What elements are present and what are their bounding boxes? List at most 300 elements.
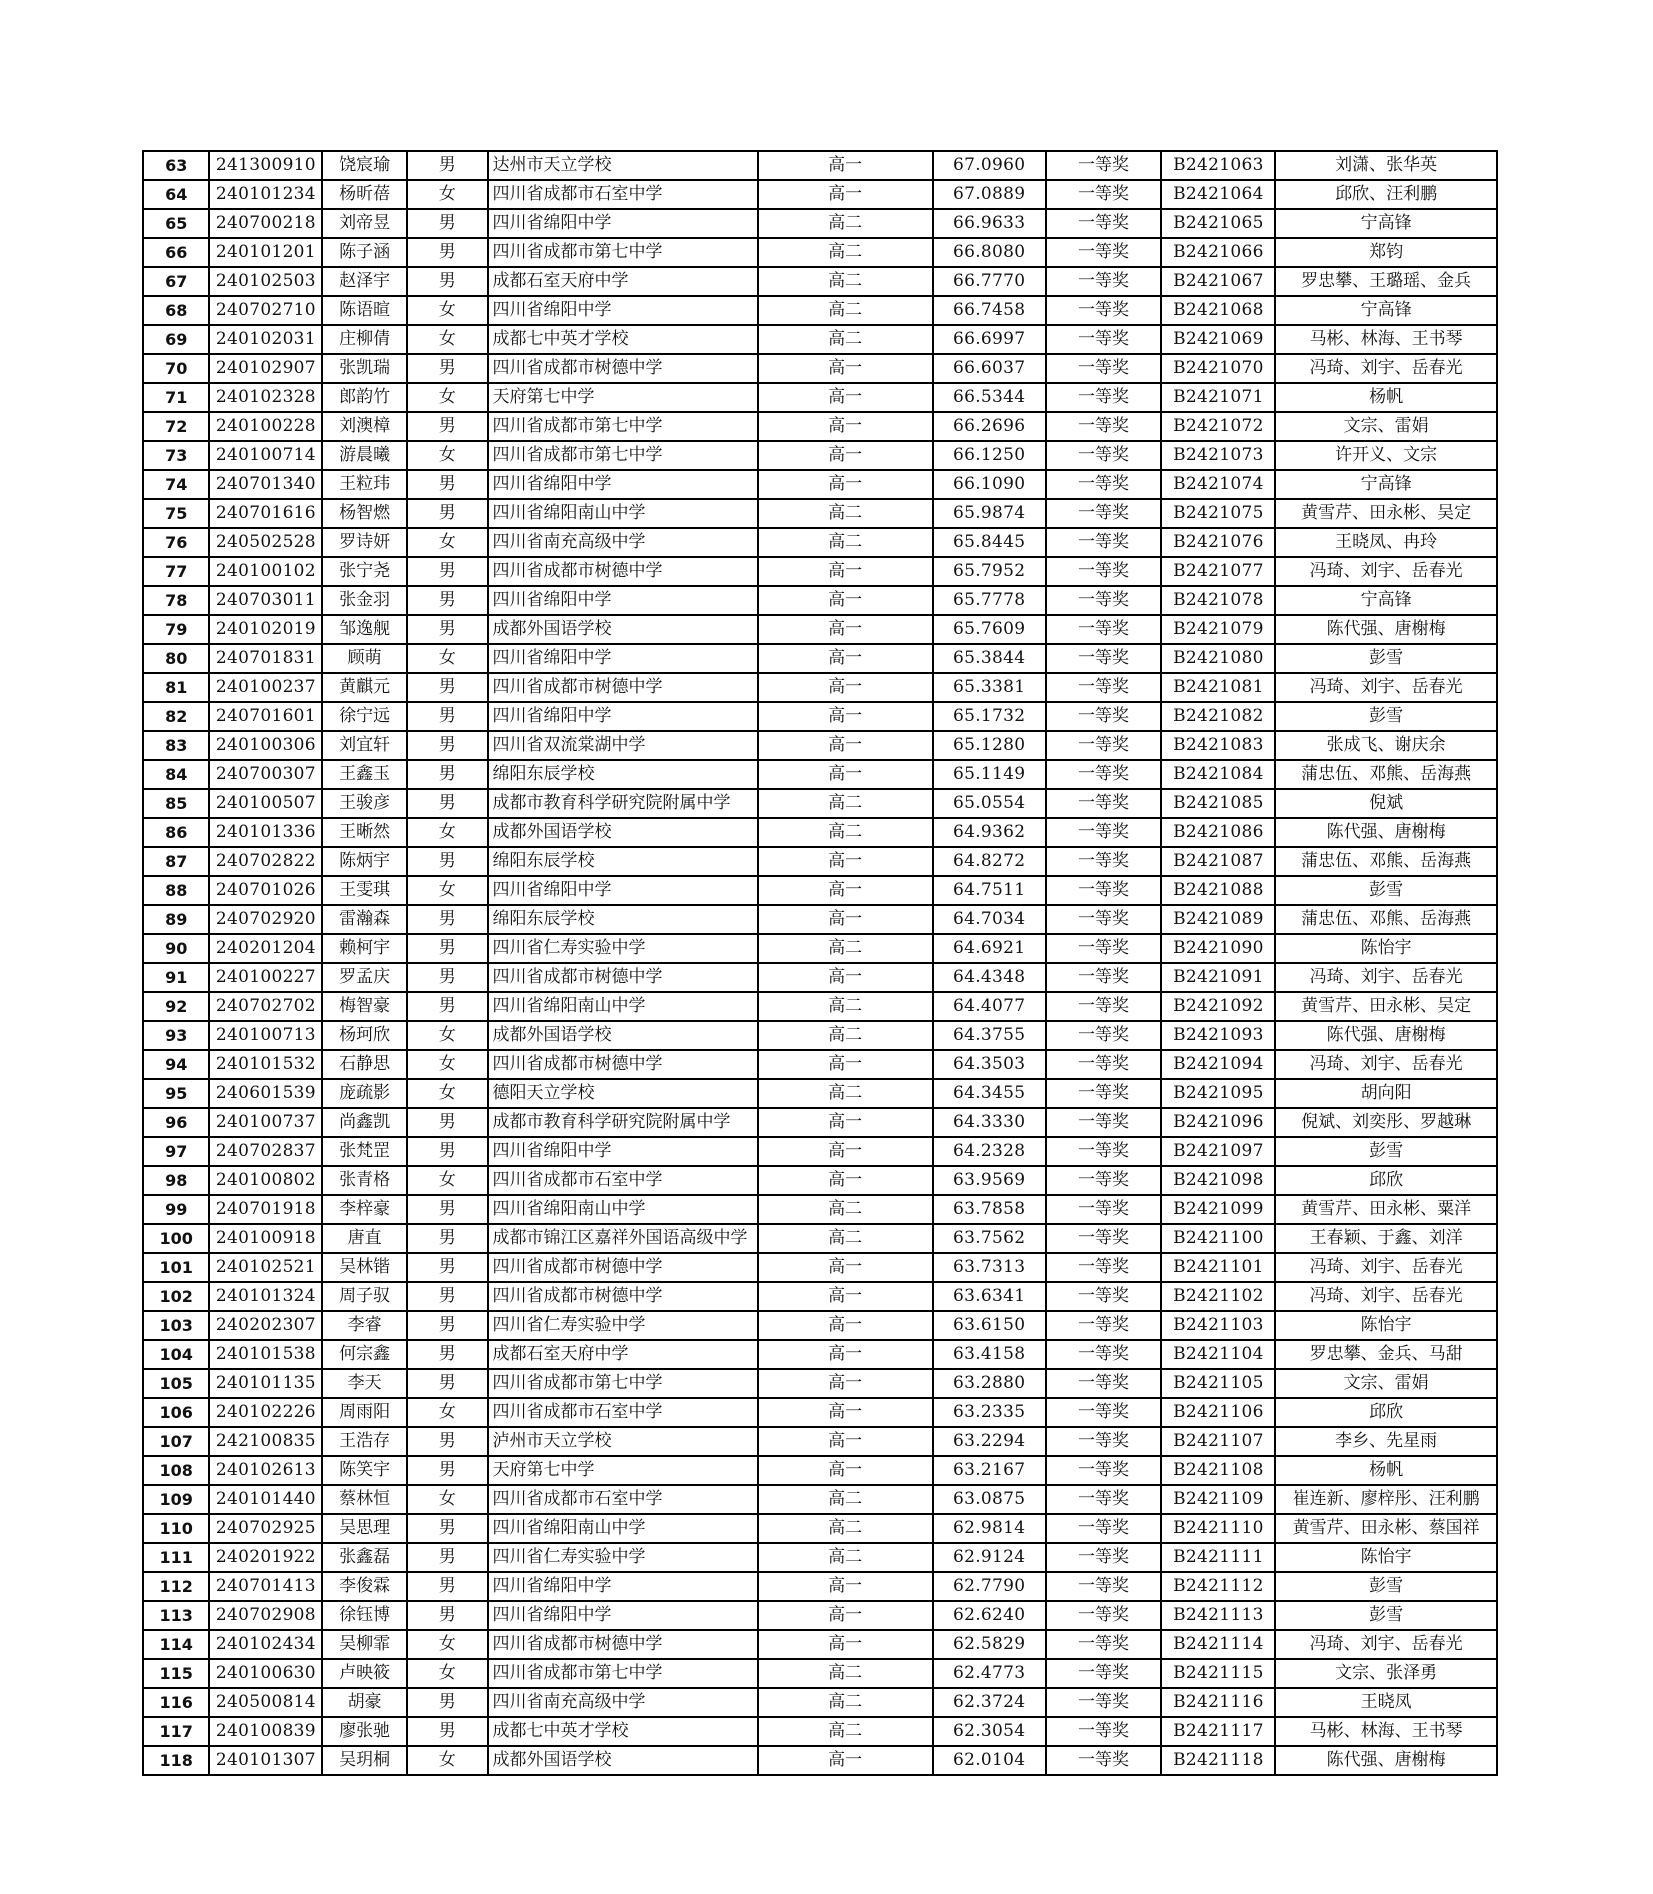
coach-cell: 陈怡宇 <box>1275 1311 1497 1340</box>
score-cell: 64.3455 <box>933 1079 1046 1108</box>
exam-id-cell: 240502528 <box>209 528 322 557</box>
coach-cell: 彭雪 <box>1275 702 1497 731</box>
grade-cell: 高二 <box>758 238 933 267</box>
student-name-cell: 徐宁远 <box>322 702 407 731</box>
coach-cell: 杨帆 <box>1275 383 1497 412</box>
rank-cell: 87 <box>143 847 209 876</box>
exam-id-cell: 240102328 <box>209 383 322 412</box>
score-cell: 62.3054 <box>933 1717 1046 1746</box>
student-name-cell: 王粒玮 <box>322 470 407 499</box>
student-name-cell: 杨昕蓓 <box>322 180 407 209</box>
school-cell: 四川省成都市石室中学 <box>488 1485 758 1514</box>
exam-id-cell: 240100237 <box>209 673 322 702</box>
school-cell: 四川省绵阳南山中学 <box>488 1514 758 1543</box>
table-row <box>143 1108 1497 1137</box>
gender-cell: 女 <box>407 180 488 209</box>
award-cell: 一等奖 <box>1046 1166 1162 1195</box>
table-row <box>143 1630 1497 1659</box>
certificate-id-cell: B2421073 <box>1161 441 1275 470</box>
score-cell: 65.1280 <box>933 731 1046 760</box>
gender-cell: 男 <box>407 151 488 180</box>
student-name-cell: 吴思理 <box>322 1514 407 1543</box>
table-row <box>143 1137 1497 1166</box>
gender-cell: 男 <box>407 1572 488 1601</box>
award-cell: 一等奖 <box>1046 1398 1162 1427</box>
school-cell: 天府第七中学 <box>488 1456 758 1485</box>
award-cell: 一等奖 <box>1046 209 1162 238</box>
exam-id-cell: 240701413 <box>209 1572 322 1601</box>
certificate-id-cell: B2421107 <box>1161 1427 1275 1456</box>
student-name-cell: 徐钰博 <box>322 1601 407 1630</box>
grade-cell: 高一 <box>758 1427 933 1456</box>
table-row <box>143 441 1497 470</box>
rank-cell: 75 <box>143 499 209 528</box>
school-cell: 四川省绵阳中学 <box>488 1137 758 1166</box>
certificate-id-cell: B2421075 <box>1161 499 1275 528</box>
coach-cell: 陈代强、唐榭梅 <box>1275 1021 1497 1050</box>
grade-cell: 高一 <box>758 847 933 876</box>
coach-cell: 冯琦、刘宇、岳春光 <box>1275 673 1497 702</box>
award-cell: 一等奖 <box>1046 905 1162 934</box>
gender-cell: 男 <box>407 1340 488 1369</box>
gender-cell: 女 <box>407 1485 488 1514</box>
coach-cell: 许开义、文宗 <box>1275 441 1497 470</box>
exam-id-cell: 240100630 <box>209 1659 322 1688</box>
gender-cell: 男 <box>407 1369 488 1398</box>
school-cell: 四川省绵阳南山中学 <box>488 499 758 528</box>
coach-cell: 冯琦、刘宇、岳春光 <box>1275 963 1497 992</box>
exam-id-cell: 240101324 <box>209 1282 322 1311</box>
coach-cell: 王春颖、于鑫、刘洋 <box>1275 1224 1497 1253</box>
exam-id-cell: 242100835 <box>209 1427 322 1456</box>
rank-cell: 81 <box>143 673 209 702</box>
school-cell: 成都石室天府中学 <box>488 1340 758 1369</box>
grade-cell: 高一 <box>758 963 933 992</box>
score-cell: 63.7858 <box>933 1195 1046 1224</box>
student-name-cell: 陈炳宇 <box>322 847 407 876</box>
grade-cell: 高一 <box>758 1311 933 1340</box>
school-cell: 成都市教育科学研究院附属中学 <box>488 789 758 818</box>
rank-cell: 96 <box>143 1108 209 1137</box>
school-cell: 四川省成都市石室中学 <box>488 1398 758 1427</box>
gender-cell: 男 <box>407 1427 488 1456</box>
student-name-cell: 赵泽宇 <box>322 267 407 296</box>
student-name-cell: 黄麒元 <box>322 673 407 702</box>
student-name-cell: 罗孟庆 <box>322 963 407 992</box>
school-cell: 四川省南充高级中学 <box>488 1688 758 1717</box>
table-row <box>143 1021 1497 1050</box>
table-row <box>143 586 1497 615</box>
table-row <box>143 1659 1497 1688</box>
coach-cell: 王晓凤 <box>1275 1688 1497 1717</box>
gender-cell: 男 <box>407 1543 488 1572</box>
rank-cell: 65 <box>143 209 209 238</box>
coach-cell: 陈怡宇 <box>1275 934 1497 963</box>
coach-cell: 冯琦、刘宇、岳春光 <box>1275 1050 1497 1079</box>
score-cell: 64.9362 <box>933 818 1046 847</box>
student-name-cell: 刘帝昱 <box>322 209 407 238</box>
coach-cell: 彭雪 <box>1275 1601 1497 1630</box>
grade-cell: 高一 <box>758 151 933 180</box>
coach-cell: 黄雪芹、田永彬、蔡国祥 <box>1275 1514 1497 1543</box>
rank-cell: 77 <box>143 557 209 586</box>
gender-cell: 女 <box>407 325 488 354</box>
gender-cell: 女 <box>407 1746 488 1775</box>
student-name-cell: 周雨阳 <box>322 1398 407 1427</box>
school-cell: 四川省绵阳中学 <box>488 702 758 731</box>
grade-cell: 高一 <box>758 615 933 644</box>
coach-cell: 冯琦、刘宇、岳春光 <box>1275 354 1497 383</box>
award-cell: 一等奖 <box>1046 1543 1162 1572</box>
exam-id-cell: 240100228 <box>209 412 322 441</box>
award-cell: 一等奖 <box>1046 1079 1162 1108</box>
school-cell: 四川省绵阳中学 <box>488 1572 758 1601</box>
certificate-id-cell: B2421084 <box>1161 760 1275 789</box>
exam-id-cell: 240102434 <box>209 1630 322 1659</box>
award-cell: 一等奖 <box>1046 325 1162 354</box>
award-cell: 一等奖 <box>1046 1369 1162 1398</box>
coach-cell: 王晓凤、冉玲 <box>1275 528 1497 557</box>
student-name-cell: 李俊霖 <box>322 1572 407 1601</box>
student-name-cell: 尚鑫凯 <box>322 1108 407 1137</box>
student-name-cell: 张梵罡 <box>322 1137 407 1166</box>
grade-cell: 高一 <box>758 644 933 673</box>
award-cell: 一等奖 <box>1046 1688 1162 1717</box>
certificate-id-cell: B2421098 <box>1161 1166 1275 1195</box>
coach-cell: 冯琦、刘宇、岳春光 <box>1275 1282 1497 1311</box>
grade-cell: 高一 <box>758 1108 933 1137</box>
school-cell: 四川省双流棠湖中学 <box>488 731 758 760</box>
certificate-id-cell: B2421111 <box>1161 1543 1275 1572</box>
award-cell: 一等奖 <box>1046 383 1162 412</box>
rank-cell: 63 <box>143 151 209 180</box>
score-cell: 63.7562 <box>933 1224 1046 1253</box>
certificate-id-cell: B2421079 <box>1161 615 1275 644</box>
exam-id-cell: 240703011 <box>209 586 322 615</box>
gender-cell: 女 <box>407 644 488 673</box>
rank-cell: 108 <box>143 1456 209 1485</box>
school-cell: 成都市锦江区嘉祥外国语高级中学 <box>488 1224 758 1253</box>
table-row <box>143 1717 1497 1746</box>
gender-cell: 女 <box>407 1630 488 1659</box>
student-name-cell: 罗诗妍 <box>322 528 407 557</box>
rank-cell: 69 <box>143 325 209 354</box>
rank-cell: 106 <box>143 1398 209 1427</box>
coach-cell: 文宗、张泽勇 <box>1275 1659 1497 1688</box>
table-row <box>143 1427 1497 1456</box>
school-cell: 四川省成都市石室中学 <box>488 1166 758 1195</box>
school-cell: 四川省成都市树德中学 <box>488 1282 758 1311</box>
school-cell: 四川省绵阳中学 <box>488 876 758 905</box>
gender-cell: 男 <box>407 1253 488 1282</box>
rank-cell: 74 <box>143 470 209 499</box>
table-row <box>143 1282 1497 1311</box>
certificate-id-cell: B2421086 <box>1161 818 1275 847</box>
rank-cell: 110 <box>143 1514 209 1543</box>
coach-cell: 马彬、林海、王书琴 <box>1275 325 1497 354</box>
table-row <box>143 1050 1497 1079</box>
student-name-cell: 郎韵竹 <box>322 383 407 412</box>
rank-cell: 73 <box>143 441 209 470</box>
score-cell: 62.3724 <box>933 1688 1046 1717</box>
coach-cell: 彭雪 <box>1275 1137 1497 1166</box>
grade-cell: 高二 <box>758 789 933 818</box>
coach-cell: 彭雪 <box>1275 644 1497 673</box>
coach-cell: 黄雪芹、田永彬、粟洋 <box>1275 1195 1497 1224</box>
exam-id-cell: 240500814 <box>209 1688 322 1717</box>
score-cell: 66.2696 <box>933 412 1046 441</box>
table-row <box>143 731 1497 760</box>
rank-cell: 71 <box>143 383 209 412</box>
rank-cell: 95 <box>143 1079 209 1108</box>
exam-id-cell: 240102031 <box>209 325 322 354</box>
award-cell: 一等奖 <box>1046 1195 1162 1224</box>
student-name-cell: 陈语暄 <box>322 296 407 325</box>
gender-cell: 男 <box>407 1688 488 1717</box>
rank-cell: 115 <box>143 1659 209 1688</box>
award-cell: 一等奖 <box>1046 296 1162 325</box>
grade-cell: 高一 <box>758 354 933 383</box>
table-row <box>143 760 1497 789</box>
exam-id-cell: 240101440 <box>209 1485 322 1514</box>
rank-cell: 88 <box>143 876 209 905</box>
student-name-cell: 吴柳霏 <box>322 1630 407 1659</box>
award-cell: 一等奖 <box>1046 731 1162 760</box>
school-cell: 绵阳东辰学校 <box>488 760 758 789</box>
table-row <box>143 876 1497 905</box>
certificate-id-cell: B2421099 <box>1161 1195 1275 1224</box>
score-cell: 66.6037 <box>933 354 1046 383</box>
table-row <box>143 905 1497 934</box>
rank-cell: 94 <box>143 1050 209 1079</box>
student-name-cell: 吴林锴 <box>322 1253 407 1282</box>
rank-cell: 113 <box>143 1601 209 1630</box>
certificate-id-cell: B2421076 <box>1161 528 1275 557</box>
table-row <box>143 1514 1497 1543</box>
student-name-cell: 庞疏影 <box>322 1079 407 1108</box>
certificate-id-cell: B2421087 <box>1161 847 1275 876</box>
award-cell: 一等奖 <box>1046 470 1162 499</box>
exam-id-cell: 240100306 <box>209 731 322 760</box>
school-cell: 四川省仁寿实验中学 <box>488 1311 758 1340</box>
student-name-cell: 张青格 <box>322 1166 407 1195</box>
exam-id-cell: 240101234 <box>209 180 322 209</box>
exam-id-cell: 240100714 <box>209 441 322 470</box>
grade-cell: 高二 <box>758 1543 933 1572</box>
certificate-id-cell: B2421094 <box>1161 1050 1275 1079</box>
grade-cell: 高二 <box>758 296 933 325</box>
school-cell: 四川省成都市树德中学 <box>488 557 758 586</box>
student-name-cell: 王骏彦 <box>322 789 407 818</box>
student-name-cell: 顾萌 <box>322 644 407 673</box>
grade-cell: 高一 <box>758 1253 933 1282</box>
coach-cell: 陈代强、唐榭梅 <box>1275 615 1497 644</box>
award-cell: 一等奖 <box>1046 1659 1162 1688</box>
score-cell: 66.8080 <box>933 238 1046 267</box>
certificate-id-cell: B2421115 <box>1161 1659 1275 1688</box>
table-row <box>143 1195 1497 1224</box>
coach-cell: 冯琦、刘宇、岳春光 <box>1275 557 1497 586</box>
award-cell: 一等奖 <box>1046 528 1162 557</box>
certificate-id-cell: B2421118 <box>1161 1746 1275 1775</box>
rank-cell: 89 <box>143 905 209 934</box>
exam-id-cell: 240701026 <box>209 876 322 905</box>
score-cell: 66.7770 <box>933 267 1046 296</box>
score-cell: 62.5829 <box>933 1630 1046 1659</box>
exam-id-cell: 240102907 <box>209 354 322 383</box>
table-row <box>143 1746 1497 1775</box>
certificate-id-cell: B2421113 <box>1161 1601 1275 1630</box>
score-cell: 65.1732 <box>933 702 1046 731</box>
certificate-id-cell: B2421068 <box>1161 296 1275 325</box>
rank-cell: 109 <box>143 1485 209 1514</box>
gender-cell: 男 <box>407 702 488 731</box>
student-name-cell: 王浩存 <box>322 1427 407 1456</box>
gender-cell: 男 <box>407 1456 488 1485</box>
grade-cell: 高二 <box>758 325 933 354</box>
rank-cell: 114 <box>143 1630 209 1659</box>
rank-cell: 84 <box>143 760 209 789</box>
certificate-id-cell: B2421096 <box>1161 1108 1275 1137</box>
gender-cell: 女 <box>407 1050 488 1079</box>
school-cell: 四川省绵阳中学 <box>488 296 758 325</box>
grade-cell: 高一 <box>758 180 933 209</box>
award-cell: 一等奖 <box>1046 586 1162 615</box>
table-row <box>143 1456 1497 1485</box>
coach-cell: 倪斌 <box>1275 789 1497 818</box>
score-cell: 67.0889 <box>933 180 1046 209</box>
school-cell: 四川省仁寿实验中学 <box>488 1543 758 1572</box>
score-cell: 67.0960 <box>933 151 1046 180</box>
exam-id-cell: 240202307 <box>209 1311 322 1340</box>
grade-cell: 高一 <box>758 702 933 731</box>
coach-cell: 黄雪芹、田永彬、吴定 <box>1275 992 1497 1021</box>
table-row <box>143 702 1497 731</box>
certificate-id-cell: B2421095 <box>1161 1079 1275 1108</box>
score-cell: 66.6997 <box>933 325 1046 354</box>
student-name-cell: 陈子涵 <box>322 238 407 267</box>
award-cell: 一等奖 <box>1046 1456 1162 1485</box>
certificate-id-cell: B2421112 <box>1161 1572 1275 1601</box>
score-cell: 63.2294 <box>933 1427 1046 1456</box>
table-row <box>143 1311 1497 1340</box>
coach-cell: 罗忠攀、王璐瑶、金兵 <box>1275 267 1497 296</box>
student-name-cell: 李睿 <box>322 1311 407 1340</box>
table-row <box>143 1166 1497 1195</box>
gender-cell: 女 <box>407 1021 488 1050</box>
gender-cell: 女 <box>407 441 488 470</box>
coach-cell: 黄雪芹、田永彬、吴定 <box>1275 499 1497 528</box>
gender-cell: 女 <box>407 1079 488 1108</box>
table-row <box>143 963 1497 992</box>
coach-cell: 邱欣 <box>1275 1166 1497 1195</box>
grade-cell: 高二 <box>758 1224 933 1253</box>
grade-cell: 高一 <box>758 1137 933 1166</box>
award-cell: 一等奖 <box>1046 934 1162 963</box>
exam-id-cell: 240702837 <box>209 1137 322 1166</box>
score-cell: 63.2880 <box>933 1369 1046 1398</box>
rank-cell: 82 <box>143 702 209 731</box>
coach-cell: 邱欣、汪利鹏 <box>1275 180 1497 209</box>
school-cell: 四川省南充高级中学 <box>488 528 758 557</box>
table-row <box>143 296 1497 325</box>
gender-cell: 男 <box>407 963 488 992</box>
school-cell: 成都外国语学校 <box>488 1746 758 1775</box>
award-cell: 一等奖 <box>1046 760 1162 789</box>
coach-cell: 宁高锋 <box>1275 470 1497 499</box>
rank-cell: 66 <box>143 238 209 267</box>
student-name-cell: 陈笑宇 <box>322 1456 407 1485</box>
coach-cell: 郑钧 <box>1275 238 1497 267</box>
student-name-cell: 李天 <box>322 1369 407 1398</box>
score-cell: 65.3844 <box>933 644 1046 673</box>
rank-cell: 111 <box>143 1543 209 1572</box>
gender-cell: 女 <box>407 1166 488 1195</box>
rank-cell: 104 <box>143 1340 209 1369</box>
certificate-id-cell: B2421102 <box>1161 1282 1275 1311</box>
score-cell: 65.3381 <box>933 673 1046 702</box>
score-cell: 63.4158 <box>933 1340 1046 1369</box>
exam-id-cell: 240701616 <box>209 499 322 528</box>
award-cell: 一等奖 <box>1046 1108 1162 1137</box>
rank-cell: 103 <box>143 1311 209 1340</box>
grade-cell: 高二 <box>758 1195 933 1224</box>
gender-cell: 男 <box>407 1224 488 1253</box>
gender-cell: 男 <box>407 499 488 528</box>
school-cell: 四川省成都市树德中学 <box>488 1253 758 1282</box>
rank-cell: 76 <box>143 528 209 557</box>
rank-cell: 98 <box>143 1166 209 1195</box>
gender-cell: 男 <box>407 470 488 499</box>
coach-cell: 文宗、雷娟 <box>1275 412 1497 441</box>
score-cell: 62.9124 <box>933 1543 1046 1572</box>
table-row <box>143 470 1497 499</box>
score-cell: 65.1149 <box>933 760 1046 789</box>
award-cell: 一等奖 <box>1046 1630 1162 1659</box>
award-cell: 一等奖 <box>1046 267 1162 296</box>
gender-cell: 男 <box>407 847 488 876</box>
school-cell: 四川省成都市树德中学 <box>488 1630 758 1659</box>
coach-cell: 张成飞、谢庆余 <box>1275 731 1497 760</box>
award-cell: 一等奖 <box>1046 963 1162 992</box>
student-name-cell: 廖张驰 <box>322 1717 407 1746</box>
exam-id-cell: 240702920 <box>209 905 322 934</box>
exam-id-cell: 240101307 <box>209 1746 322 1775</box>
gender-cell: 男 <box>407 992 488 1021</box>
table-row <box>143 151 1497 180</box>
certificate-id-cell: B2421063 <box>1161 151 1275 180</box>
grade-cell: 高二 <box>758 1659 933 1688</box>
exam-id-cell: 240100802 <box>209 1166 322 1195</box>
table-row <box>143 1398 1497 1427</box>
school-cell: 达州市天立学校 <box>488 151 758 180</box>
school-cell: 四川省成都市树德中学 <box>488 1050 758 1079</box>
coach-cell: 彭雪 <box>1275 1572 1497 1601</box>
score-cell: 65.7952 <box>933 557 1046 586</box>
certificate-id-cell: B2421066 <box>1161 238 1275 267</box>
exam-id-cell: 240701340 <box>209 470 322 499</box>
award-cell: 一等奖 <box>1046 1572 1162 1601</box>
school-cell: 四川省绵阳中学 <box>488 644 758 673</box>
student-name-cell: 张宁尧 <box>322 557 407 586</box>
grade-cell: 高一 <box>758 586 933 615</box>
exam-id-cell: 240101538 <box>209 1340 322 1369</box>
table-row <box>143 789 1497 818</box>
gender-cell: 男 <box>407 412 488 441</box>
rank-cell: 117 <box>143 1717 209 1746</box>
school-cell: 四川省仁寿实验中学 <box>488 934 758 963</box>
student-name-cell: 石静思 <box>322 1050 407 1079</box>
